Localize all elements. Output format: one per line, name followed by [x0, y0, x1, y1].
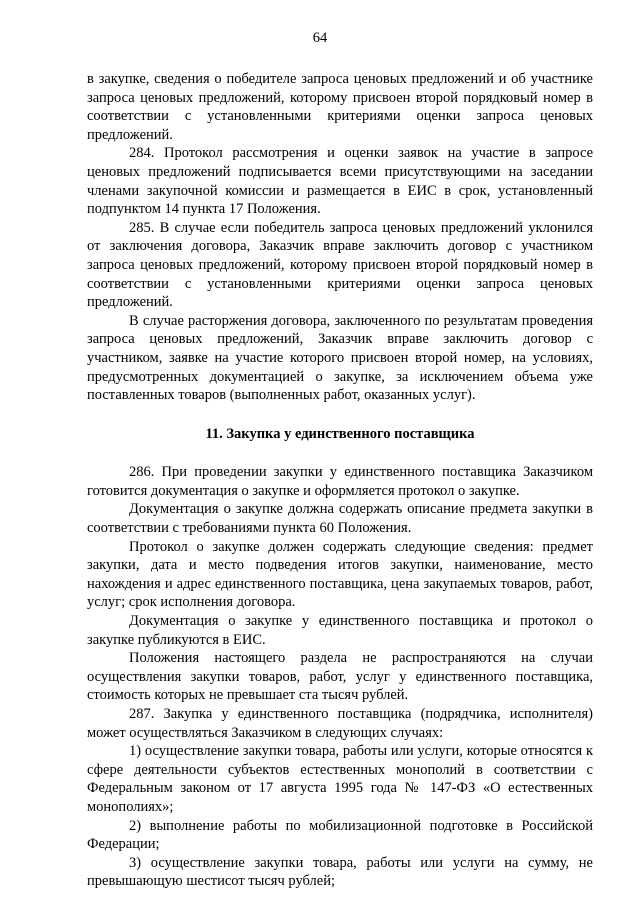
paragraph-documentation: Документация о закупке должна содержать описание предмета закупки в соответствии с требованиями пункта 60 Положения.: [87, 501, 593, 537]
list-item-1: 1) осуществление закупки товара, работы или услуги, которые относятся к сфере деятельности субъектов естественных монополий в соответствии с Федеральным законом от 17 августа 1995 года № 147-ФЗ «О естественных монополиях»;: [87, 743, 593, 815]
paragraph-exceptions: Положения настоящего раздела не распространяются на случаи осуществления закупки товаров, работ, услуг у единственного поставщика, стоимость которых не превышает ста тысяч рублей.: [87, 650, 593, 704]
list-item-2: 2) выполнение работы по мобилизационной подготовке в Российской Федерации;: [87, 817, 593, 853]
paragraph-285: 285. В случае если победитель запроса ценовых предложений уклонился от заключения договора, Заказчик вправе заключить договор с участником запроса ценовых предложений, которому присвоен второй порядковый номер в соответствии с установленными критериями оценки запроса ценовых предложений.: [87, 219, 593, 311]
section-heading: 11. Закупка у единственного поставщика: [205, 425, 475, 442]
list-item-3: 3) осуществление закупки товара, работы или услуги на сумму, не превышающую шестисот тысяч рублей;: [87, 854, 593, 890]
page-number: 64: [312, 30, 328, 46]
paragraph-284: 284. Протокол рассмотрения и оценки заявок на участие в запросе ценовых предложений подписывается всеми присутствующими на заседании членами закупочной комиссии и размещается в ЕИС в срок, установленный подпунктом 14 пункта 17 Положения.: [87, 145, 593, 218]
paragraph-287: 287. Закупка у единственного поставщика (подрядчика, исполнителя) может осуществляться Заказчиком в следующих случаях:: [87, 706, 593, 741]
paragraph-continuation: в закупке, сведения о победителе запроса ценовых предложений и об участнике запроса ценовых предложений, которому присвоен второй порядковый номер в соответствии с установленными критериями оценки запроса ценовых предложений.: [87, 71, 593, 143]
paragraph-286: 286. При проведении закупки у единственного поставщика Заказчиком готовится документация о закупке и оформляется протокол о закупке.: [87, 464, 593, 499]
document-body: [87, 70, 593, 891]
paragraph-publication: Документация о закупке у единственного поставщика и протокол о закупке публикуются в ЕИС.: [87, 613, 593, 648]
paragraph-285-termination: В случае расторжения договора, заключенного по результатам проведения запроса ценовых предложений, Заказчик вправе заключить договор с участником, заявке на участие которого присвоен второй номер, на условиях, предусмотренных документацией о закупке, за исключением объема уже поставленных товаров (выполненных работ, оказанных услуг).: [87, 312, 593, 404]
paragraph-protocol: Протокол о закупке должен содержать следующие сведения: предмет закупки, дата и место подведения итогов закупки, наименование, место нахождения и адрес единственного поставщика, цена закупаемых товаров, работ, услуг; срок исполнения договора.: [87, 538, 593, 611]
